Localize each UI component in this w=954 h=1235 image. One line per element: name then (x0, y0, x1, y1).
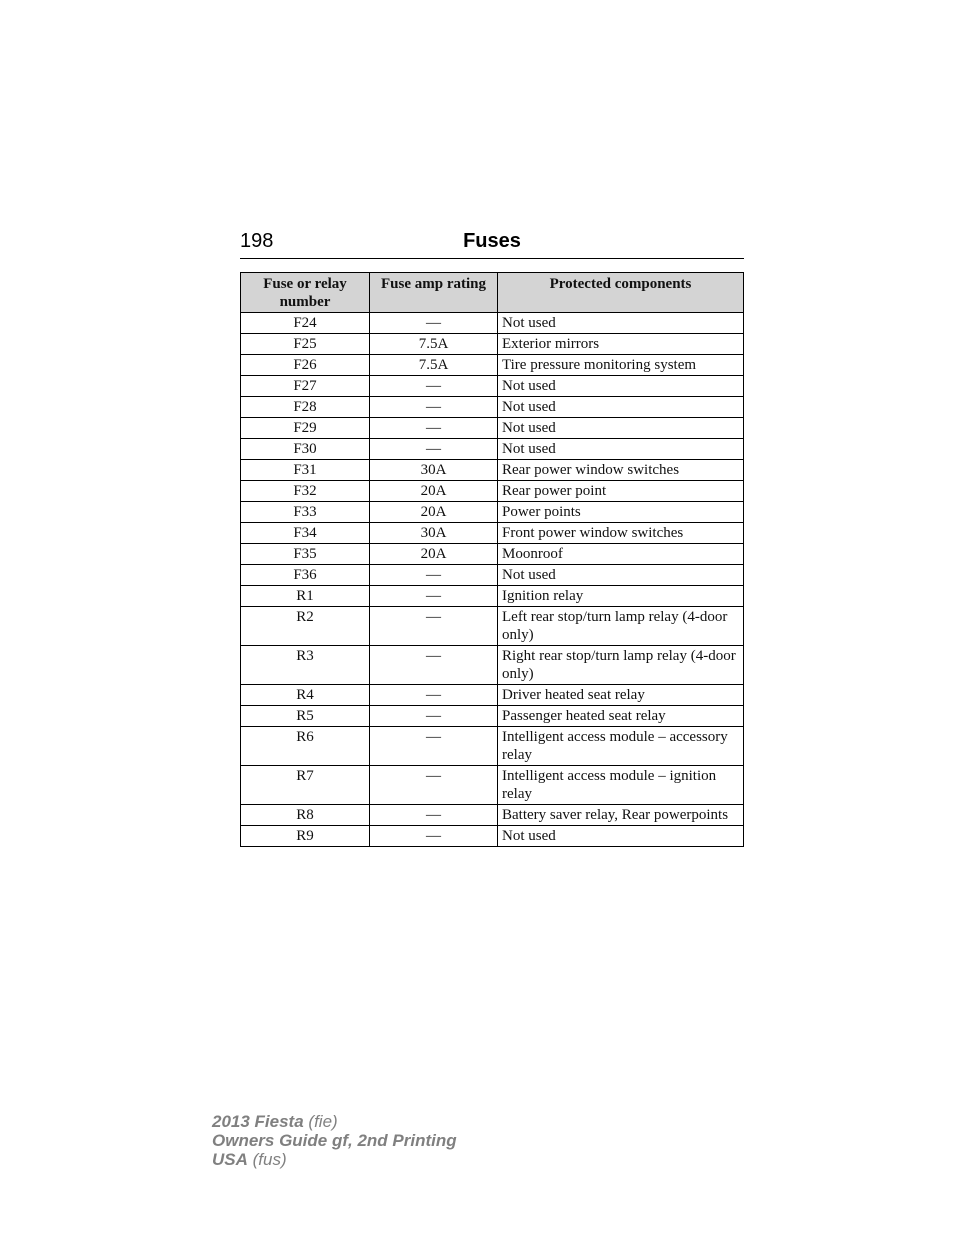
cell-component: Ignition relay (498, 586, 744, 607)
cell-rating: — (370, 418, 498, 439)
cell-number: F25 (241, 334, 370, 355)
cell-number: F29 (241, 418, 370, 439)
table-row (241, 418, 744, 439)
table-row (241, 607, 744, 646)
table-row (241, 805, 744, 826)
cell-component: Not used (498, 439, 744, 460)
cell-number: F35 (241, 544, 370, 565)
cell-component: Rear power point (498, 481, 744, 502)
cell-component: Not used (498, 418, 744, 439)
table-row (241, 826, 744, 847)
cell-number: F32 (241, 481, 370, 502)
cell-rating: 20A (370, 481, 498, 502)
cell-number: F34 (241, 523, 370, 544)
footer-market: USA (212, 1150, 248, 1169)
fuse-table (240, 272, 744, 847)
footer-line-1 (212, 1112, 457, 1131)
cell-rating: — (370, 313, 498, 334)
cell-number: F24 (241, 313, 370, 334)
cell-component: Driver heated seat relay (498, 685, 744, 706)
cell-rating: 20A (370, 502, 498, 523)
column-header-rating: Fuse amp rating (370, 273, 498, 313)
cell-component: Exterior mirrors (498, 334, 744, 355)
cell-rating: 7.5A (370, 334, 498, 355)
footer-market-code: (fus) (252, 1150, 287, 1169)
cell-component: Not used (498, 313, 744, 334)
cell-number: R9 (241, 826, 370, 847)
cell-rating: — (370, 607, 498, 646)
cell-component: Front power window switches (498, 523, 744, 544)
cell-component: Not used (498, 565, 744, 586)
cell-rating: — (370, 685, 498, 706)
page-header (240, 229, 744, 259)
cell-component: Power points (498, 502, 744, 523)
cell-component: Tire pressure monitoring system (498, 355, 744, 376)
table-row (241, 766, 744, 805)
cell-component: Moonroof (498, 544, 744, 565)
cell-component: Battery saver relay, Rear powerpoints (498, 805, 744, 826)
cell-rating: — (370, 826, 498, 847)
footer-model-code: (fie) (308, 1112, 338, 1131)
table-row (241, 376, 744, 397)
cell-number: F26 (241, 355, 370, 376)
cell-rating: — (370, 397, 498, 418)
cell-component: Rear power window switches (498, 460, 744, 481)
footer-line-3 (212, 1150, 457, 1169)
cell-rating: — (370, 727, 498, 766)
cell-number: F36 (241, 565, 370, 586)
cell-number: F28 (241, 397, 370, 418)
table-row (241, 397, 744, 418)
cell-component: Not used (498, 376, 744, 397)
table-row (241, 544, 744, 565)
fuse-table-body (241, 313, 744, 847)
cell-rating: — (370, 766, 498, 805)
table-row (241, 355, 744, 376)
table-row (241, 313, 744, 334)
cell-rating: 30A (370, 460, 498, 481)
cell-number: R8 (241, 805, 370, 826)
cell-rating: — (370, 565, 498, 586)
table-row (241, 685, 744, 706)
column-header-number: Fuse or relay number (241, 273, 370, 313)
cell-rating: — (370, 706, 498, 727)
cell-component: Not used (498, 826, 744, 847)
table-row (241, 439, 744, 460)
cell-number: R1 (241, 586, 370, 607)
section-title: Fuses (463, 230, 521, 252)
table-row (241, 727, 744, 766)
table-row (241, 646, 744, 685)
cell-component: Intelligent access module – accessory relay (498, 727, 744, 766)
cell-rating: — (370, 439, 498, 460)
cell-number: F31 (241, 460, 370, 481)
table-row (241, 460, 744, 481)
cell-rating: — (370, 586, 498, 607)
table-row (241, 523, 744, 544)
cell-number: R7 (241, 766, 370, 805)
table-row (241, 565, 744, 586)
footer-line-2: Owners Guide gf, 2nd Printing (212, 1131, 457, 1150)
table-row (241, 334, 744, 355)
cell-rating: 30A (370, 523, 498, 544)
cell-number: R5 (241, 706, 370, 727)
cell-number: F30 (241, 439, 370, 460)
table-header-row (241, 273, 744, 313)
cell-number: R2 (241, 607, 370, 646)
cell-rating: — (370, 805, 498, 826)
cell-rating: 20A (370, 544, 498, 565)
cell-number: R3 (241, 646, 370, 685)
cell-number: F33 (241, 502, 370, 523)
footer (212, 1112, 457, 1169)
cell-number: R6 (241, 727, 370, 766)
cell-component: Left rear stop/turn lamp relay (4-door only) (498, 607, 744, 646)
cell-component: Intelligent access module – ignition relay (498, 766, 744, 805)
table-row (241, 481, 744, 502)
cell-rating: — (370, 376, 498, 397)
cell-number: F27 (241, 376, 370, 397)
page-number: 198 (240, 230, 274, 252)
table-row (241, 586, 744, 607)
cell-number: R4 (241, 685, 370, 706)
cell-rating: 7.5A (370, 355, 498, 376)
column-header-components: Protected components (498, 273, 744, 313)
footer-model: 2013 Fiesta (212, 1112, 304, 1131)
cell-component: Right rear stop/turn lamp relay (4-door only) (498, 646, 744, 685)
table-row (241, 706, 744, 727)
cell-component: Not used (498, 397, 744, 418)
cell-component: Passenger heated seat relay (498, 706, 744, 727)
cell-rating: — (370, 646, 498, 685)
table-row (241, 502, 744, 523)
